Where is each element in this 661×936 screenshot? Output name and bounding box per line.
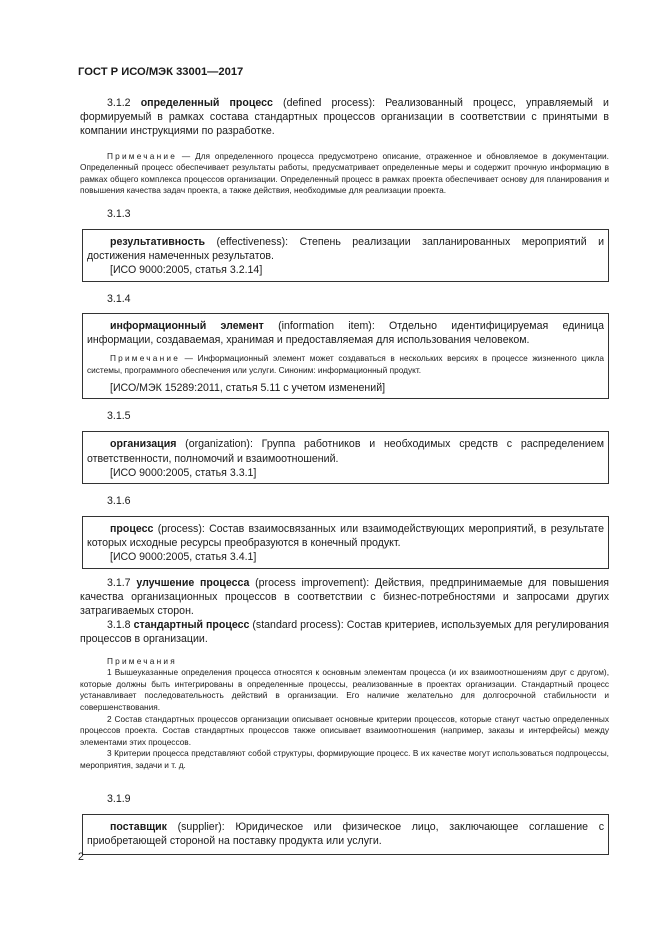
definition-text: (information item): Отдельно идентифицируемая единица информации, создаваемая, хранимая и предоставляемая для использования человеком. xyxy=(87,319,604,346)
term-definition-3-1-2 xyxy=(80,96,609,139)
term-definition-3-1-7 xyxy=(80,576,609,619)
term-box-3-1-9 xyxy=(82,814,609,855)
definition-text: (effectiveness): Степень реализации запланированных мероприятий и достижения намеченных результатов. xyxy=(87,235,604,263)
note xyxy=(87,353,604,376)
definition-text: (supplier): Юридическое или физическое лицо, заключающее соглашение с приобретающей стороной на поставку продукта или услуги. xyxy=(87,820,604,847)
clause-number-3-1-3: 3.1.3 xyxy=(107,207,131,220)
definition-text: (process improvement): Действия, предпринимаемые для повышения качества организационных процессов в соответствии с бизнес-потребностями и запросами других затрагиваемых сторон. xyxy=(80,576,609,618)
note-label: Примечание xyxy=(110,353,181,363)
note-3: 3 Критерии процесса представляют собой структуры, формирующие процесс. В их качестве могут использоваться подпроцессы, мероприятия, задачи и т. д. xyxy=(80,748,609,770)
note-2: 2 Состав стандартных процессов организации описывает основные критерии процессов, которые станут частью определенных процессов проекта. Состав стандартных процессов также описывает взаимоотношения (например, заказы и интерфейсы) между элементами этих процессов. xyxy=(80,713,609,747)
note-text: — Для определенного процесса предусмотрено описание, отраженное и обновляемое в документации. Определенный процесс обеспечивает результаты работы, предусматривает определенные меры и содержит прочную информацию в рамках общего комплекса процессов организации. Определенный процесс в рамках проекта обеспечивает основу для планирования и повышения качества задач проекта, а также действия, необходимые для реализации проекта. xyxy=(80,150,609,196)
term-definition xyxy=(87,522,604,550)
term-box-3-1-5 xyxy=(82,431,609,484)
note-1: 1 Вышеуказанные определения процесса относятся к основным элементам процесса (и их взаимоотношениям друг с другом), которые должны быть интегрированы в определенные процессы, реализованные в проектах организации. Стандартный процесс устанавливает последовательность действий в организации. Его наличие желательно для долгосрочной стабильности и совершенствования. xyxy=(80,667,609,712)
clause-number: 3.1.2 xyxy=(107,97,131,109)
term: определенный процесс xyxy=(140,97,273,109)
term-box-3-1-6 xyxy=(82,516,609,569)
term: информационный элемент xyxy=(110,319,264,332)
notes-label: Примечания xyxy=(107,655,177,666)
term-definition xyxy=(87,820,604,848)
definition-text: (organization): Группа работников и необходимых средств с распределением ответственности, полномочий и взаимоотношений. xyxy=(87,438,604,465)
document-body xyxy=(80,96,609,855)
clause-number: 3.1.7 xyxy=(107,576,131,589)
page-number: 2 xyxy=(78,851,84,863)
term: улучшение процесса xyxy=(136,576,250,589)
clause-number-3-1-5: 3.1.5 xyxy=(107,410,131,423)
source-reference: [ИСО 9000:2005, статья 3.4.1] xyxy=(110,551,257,564)
term-definition-3-1-8 xyxy=(80,618,609,646)
term-definition xyxy=(87,235,604,263)
definition-text: (defined process): Реализованный процесс, управляемый и формируемый в рамках состава стандартных процессов организации в соответствии с принятыми в компании инструкциями по разработке. xyxy=(80,97,609,138)
clause-number-3-1-6: 3.1.6 xyxy=(107,495,131,507)
clause-number-3-1-9: 3.1.9 xyxy=(107,792,131,805)
definition-text: (standard process): Состав критериев, используемых для регулирования процессов в организации. xyxy=(80,619,609,646)
term: результативность xyxy=(110,235,206,248)
note-text: — Информационный элемент может создаваться в нескольких версиях в процессе жизненного цикла системы, программного обеспечения или услуги. Синоним: информационный продукт. xyxy=(87,353,604,375)
term-box-3-1-3 xyxy=(82,229,609,282)
clause-number-3-1-4: 3.1.4 xyxy=(107,292,131,305)
clause-number: 3.1.8 xyxy=(107,619,131,632)
term: процесс xyxy=(110,523,154,535)
term: поставщик xyxy=(110,820,167,833)
term: стандартный процесс xyxy=(133,619,250,632)
term-definition xyxy=(87,319,604,347)
term-box-3-1-4 xyxy=(82,313,609,400)
term: организация xyxy=(110,438,177,451)
definition-text: (process): Состав взаимосвязанных или взаимодействующих мероприятий, в результате которых исходные ресурсы преобразуются в конечный продукт. xyxy=(87,523,604,550)
source-reference: [ИСО 9000:2005, статья 3.2.14] xyxy=(110,264,263,277)
source-reference: [ИСО/МЭК 15289:2011, статья 5.11 с учетом изменений] xyxy=(110,382,386,395)
document-header: ГОСТ Р ИСО/МЭК 33001—2017 xyxy=(78,66,244,78)
term-definition xyxy=(87,437,604,465)
source-reference: [ИСО 9000:2005, статья 3.3.1] xyxy=(110,466,257,479)
note-3-1-2 xyxy=(80,151,609,197)
note-label: Примечание xyxy=(107,150,178,161)
